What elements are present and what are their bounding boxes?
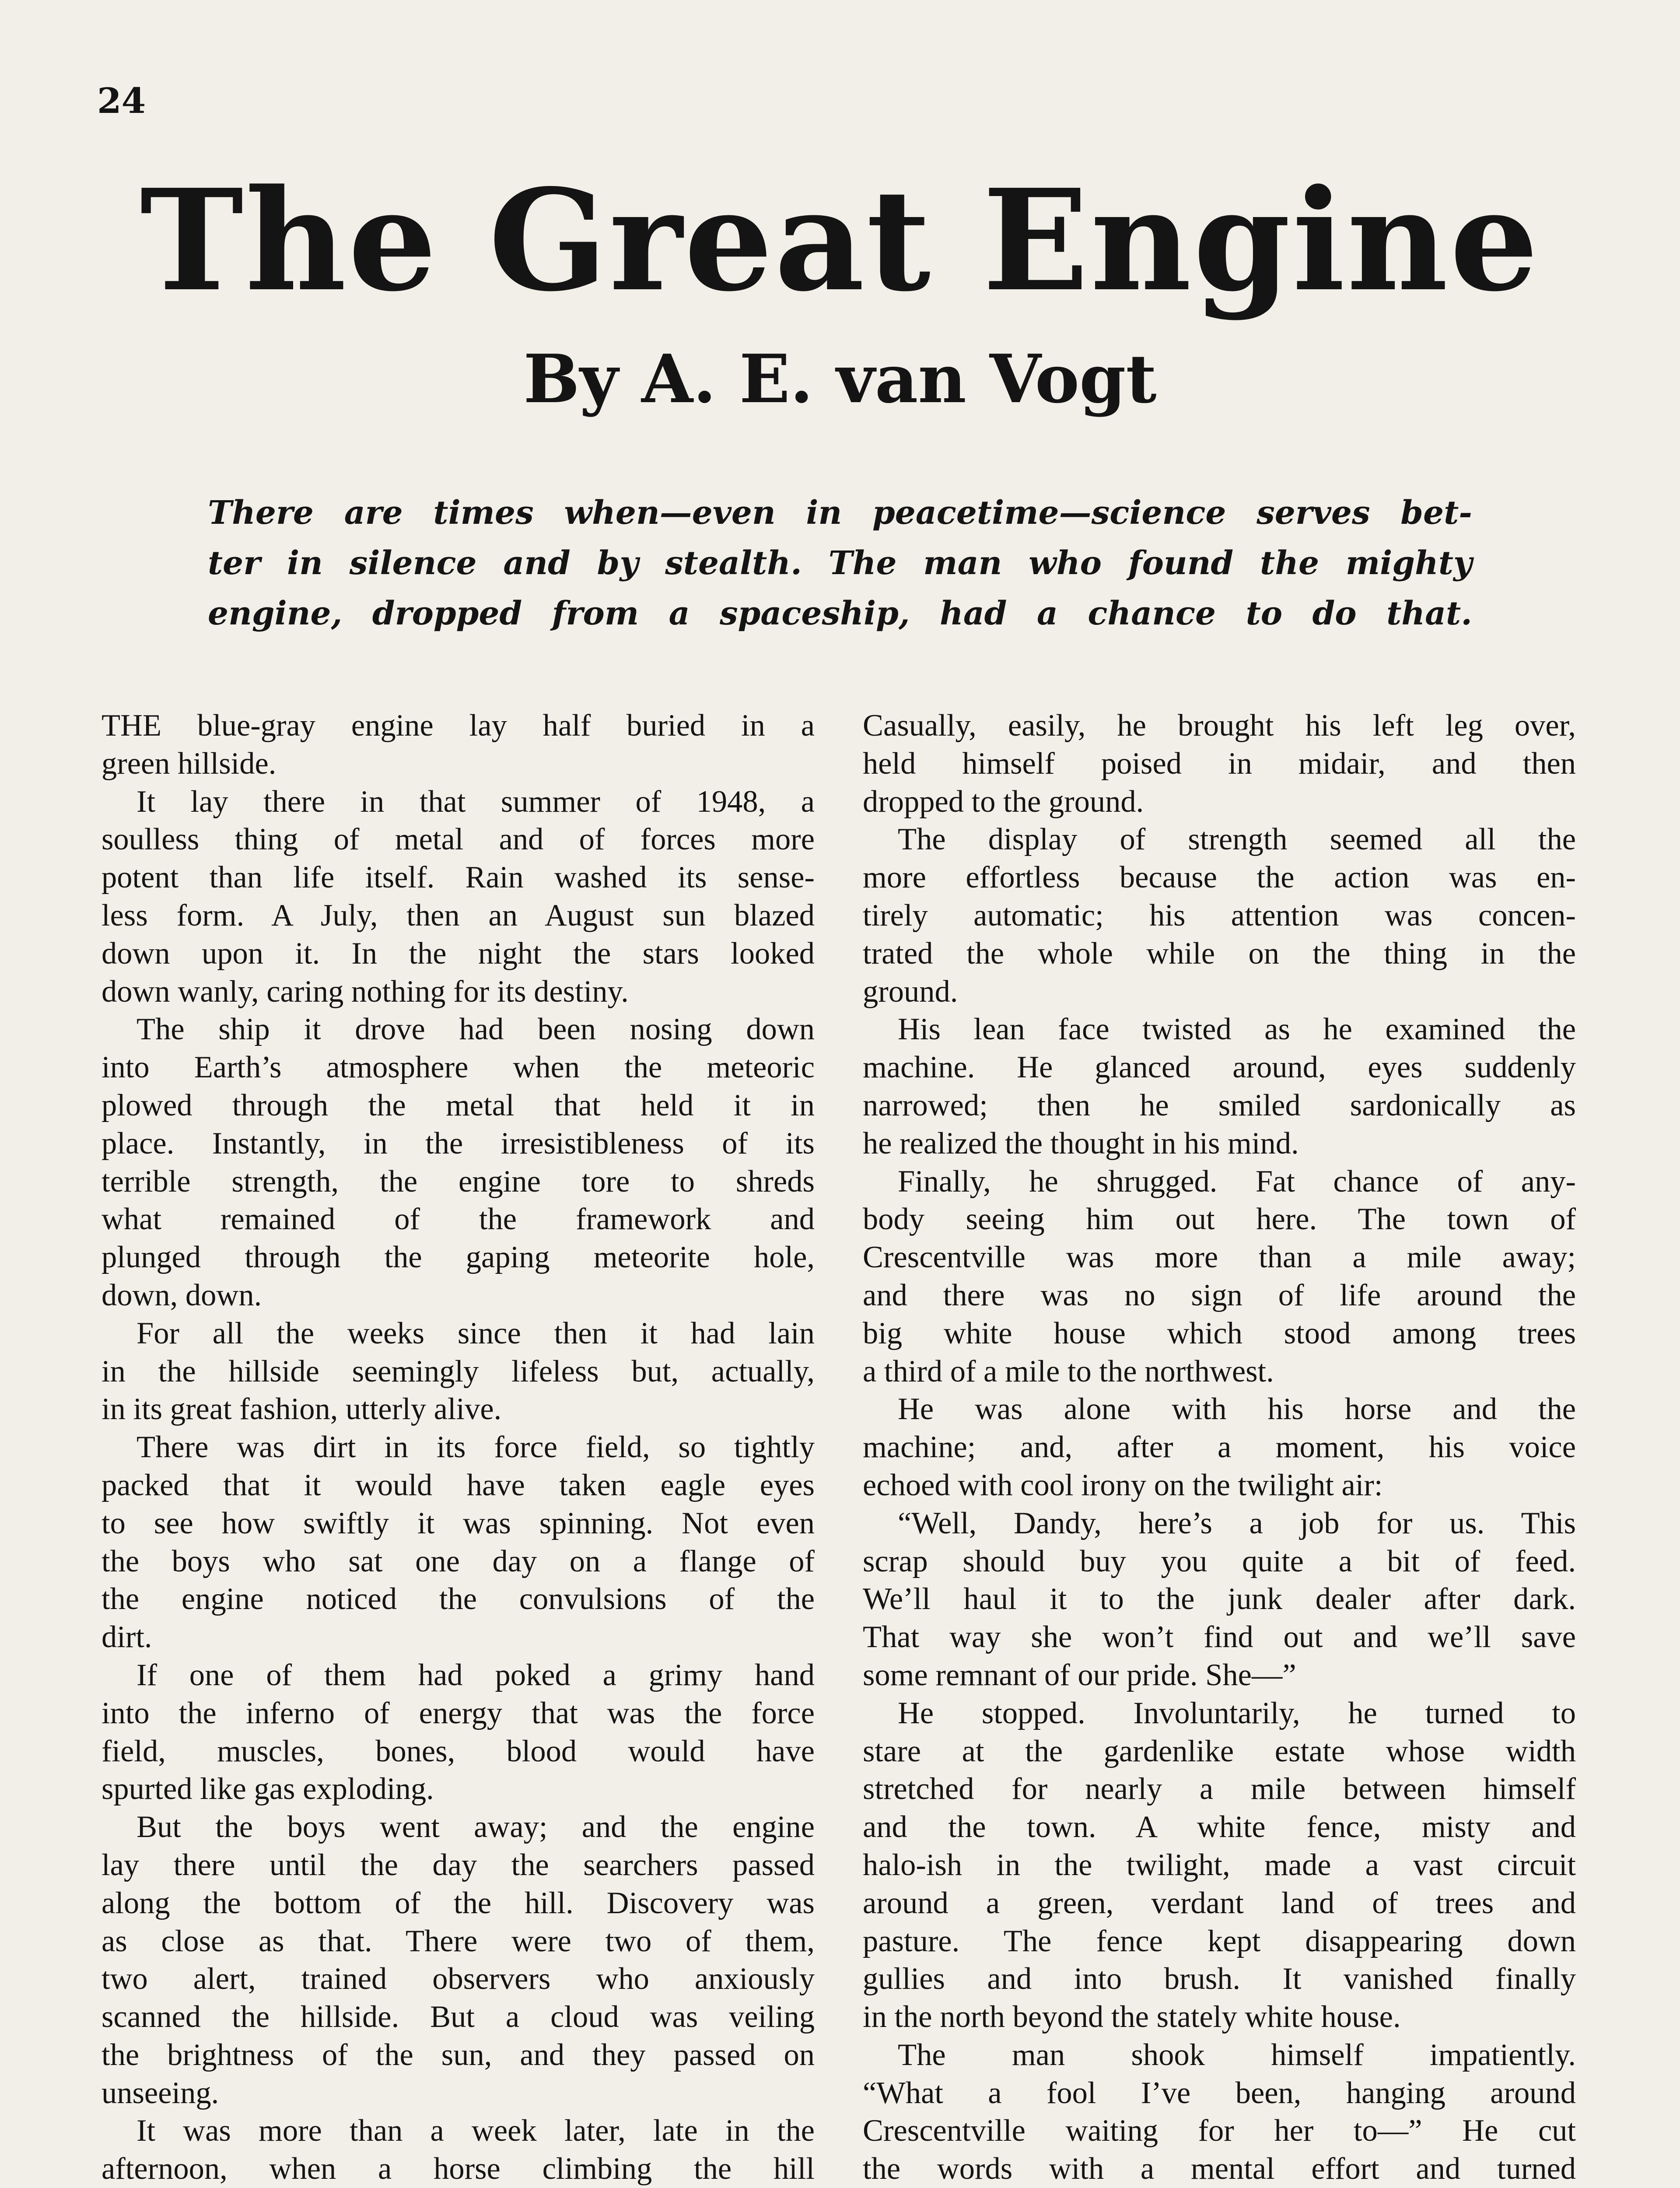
text-line: afternoon, when a horse climbing the hill [102, 2152, 815, 2186]
text-line: two alert, trained observers who anxiously [102, 1962, 815, 1996]
text-line: THE blue-gray engine lay half buried in a [102, 708, 815, 743]
text-line: Crescentville waiting for her to—” He cut [863, 2114, 1576, 2148]
text-line: tirely automatic; his attention was concen- [863, 898, 1576, 933]
text-line: held himself poised in midair, and then [863, 746, 1576, 781]
text-line: potent than life itself. Rain washed its sense- [102, 860, 815, 895]
text-line: For all the weeks since then it had lain [136, 1316, 815, 1350]
text-line: plowed through the metal that held it in [102, 1088, 815, 1122]
blurb-line: engine, dropped from a spaceship, had a chance to do that. [208, 595, 1472, 632]
text-line: soulless thing of metal and of forces more [102, 822, 815, 857]
text-line: Finally, he shrugged. Fat chance of any- [898, 1164, 1576, 1199]
text-line: in its great fashion, utterly alive. [102, 1392, 502, 1427]
text-line: into Earth’s atmosphere when the meteoric [102, 1050, 815, 1085]
text-line: in the hillside seemingly lifeless but, actually, [102, 1354, 815, 1389]
text-line: That way she won’t find out and we’ll save [863, 1620, 1576, 1655]
text-line: around a green, verdant land of trees and [863, 1886, 1576, 1920]
text-line: down upon it. In the night the stars looked [102, 936, 815, 971]
text-line: spurted like gas exploding. [102, 1772, 434, 1806]
text-line: It was more than a week later, late in the [136, 2114, 815, 2148]
text-line: It lay there in that summer of 1948, a [136, 784, 815, 819]
text-line: machine; and, after a moment, his voice [863, 1430, 1576, 1465]
text-line: in the north beyond the stately white house. [863, 2000, 1401, 2034]
blurb-line: ter in silence and by stealth. The man who found the mighty [208, 544, 1472, 582]
text-line: some remnant of our pride. She—” [863, 1658, 1296, 1692]
text-line: big white house which stood among trees [863, 1316, 1576, 1350]
text-line: “Well, Dandy, here’s a job for us. This [898, 1506, 1576, 1540]
text-line: what remained of the framework and [102, 1202, 815, 1237]
text-line: as close as that. There were two of them, [102, 1924, 815, 1958]
right-text-column [863, 707, 1576, 2188]
text-line: echoed with cool irony on the twilight air: [863, 1468, 1383, 1502]
text-line: the engine noticed the convulsions of the [102, 1582, 815, 1616]
text-line: pasture. The fence kept disappearing down [863, 1924, 1576, 1958]
text-line: We’ll haul it to the junk dealer after dark. [863, 1582, 1576, 1616]
blurb-line: There are times when—even in peacetime—science serves bet- [208, 494, 1472, 532]
text-line: plunged through the gaping meteorite hole, [102, 1240, 815, 1275]
text-line: green hillside. [102, 746, 276, 781]
text-line: into the inferno of energy that was the force [102, 1696, 815, 1730]
text-line: dropped to the ground. [863, 784, 1144, 819]
text-line: stretched for nearly a mile between himself [863, 1772, 1576, 1806]
text-line: The display of strength seemed all the [898, 822, 1576, 857]
text-line: He stopped. Involuntarily, he turned to [898, 1696, 1576, 1730]
text-line: Casually, easily, he brought his left leg over, [863, 708, 1576, 743]
text-line: the words with a mental effort and turned [863, 2152, 1576, 2186]
text-line: But the boys went away; and the engine [136, 1810, 815, 1844]
text-line: narrowed; then he smiled sardonically as [863, 1088, 1576, 1122]
text-line: the brightness of the sun, and they passed on [102, 2037, 815, 2072]
text-line: down, down. [102, 1278, 262, 1312]
story-title: The Great Engine [140, 158, 1540, 322]
text-line: There was dirt in its force field, so tightly [136, 1430, 815, 1465]
text-line: less form. A July, then an August sun blazed [102, 898, 815, 933]
author-byline: By A. E. van Vogt [523, 340, 1157, 418]
text-line: He was alone with his horse and the [898, 1392, 1576, 1427]
text-line: place. Instantly, in the irresistibleness of its [102, 1126, 815, 1161]
text-line: terrible strength, the engine tore to shreds [102, 1164, 815, 1199]
text-line: The ship it drove had been nosing down [136, 1012, 815, 1047]
text-line: to see how swiftly it was spinning. Not even [102, 1506, 815, 1540]
text-line: and there was no sign of life around the [863, 1278, 1576, 1312]
text-line: the boys who sat one day on a flange of [102, 1544, 815, 1578]
text-line: dirt. [102, 1620, 152, 1655]
text-line: halo-ish in the twilight, made a vast circuit [863, 1848, 1576, 1882]
text-line: If one of them had poked a grimy hand [136, 1658, 815, 1692]
left-text-column [102, 707, 815, 2188]
page-number: 24 [97, 80, 146, 121]
text-line: he realized the thought in his mind. [863, 1126, 1299, 1161]
text-line: His lean face twisted as he examined the [898, 1012, 1576, 1047]
text-line: gullies and into brush. It vanished finally [863, 1962, 1576, 1996]
text-line: more effortless because the action was en- [863, 860, 1576, 895]
text-line: packed that it would have taken eagle eyes [102, 1468, 815, 1502]
text-line: body seeing him out here. The town of [863, 1202, 1576, 1237]
text-line: field, muscles, bones, blood would have [102, 1734, 815, 1768]
text-line: along the bottom of the hill. Discovery was [102, 1886, 815, 1920]
text-line: ground. [863, 974, 958, 1009]
text-line: “What a fool I’ve been, hanging around [863, 2076, 1576, 2110]
text-line: a third of a mile to the northwest. [863, 1354, 1274, 1389]
text-line: down wanly, caring nothing for its destiny. [102, 974, 629, 1009]
text-line: and the town. A white fence, misty and [863, 1810, 1576, 1844]
text-line: scanned the hillside. But a cloud was veiling [102, 2000, 815, 2034]
text-line: machine. He glanced around, eyes suddenly [863, 1050, 1576, 1085]
text-line: unseeing. [102, 2076, 219, 2110]
text-line: lay there until the day the searchers passed [102, 1848, 815, 1882]
text-line: trated the whole while on the thing in the [863, 936, 1576, 971]
text-line: Crescentville was more than a mile away; [863, 1240, 1576, 1275]
story-blurb [208, 488, 1472, 639]
text-line: scrap should buy you quite a bit of feed. [863, 1544, 1576, 1578]
text-line: stare at the gardenlike estate whose width [863, 1734, 1576, 1768]
text-line: The man shook himself impatiently. [898, 2037, 1576, 2072]
